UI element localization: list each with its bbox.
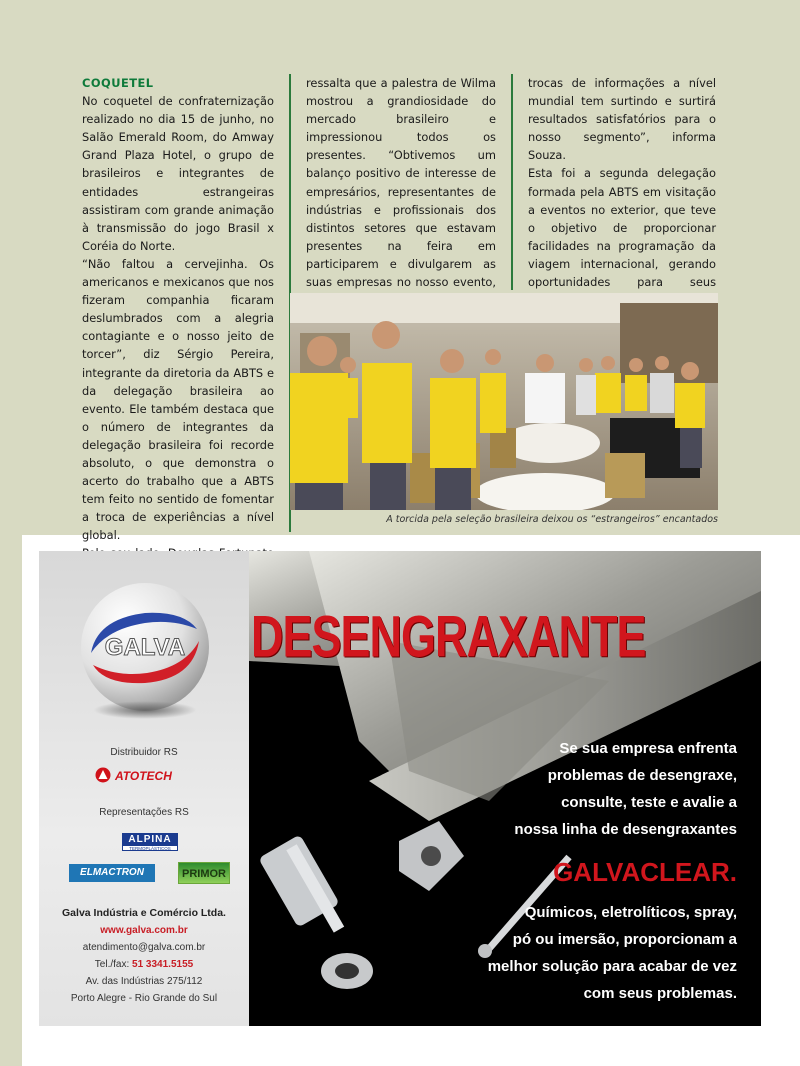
article-column-1 xyxy=(82,74,274,617)
company-phone xyxy=(39,959,249,970)
distributor-label: Distribuidor RS xyxy=(110,747,178,758)
logo-shadow xyxy=(93,701,197,719)
atotech-brand: ATOTECH xyxy=(115,769,172,783)
advertisement xyxy=(39,551,761,1026)
galva-logo-icon xyxy=(77,579,213,715)
ad-benefit-line: pó ou imersão, proporcionam a xyxy=(512,931,737,948)
ad-pitch-line: problemas de desengraxe, xyxy=(547,767,737,784)
event-photo xyxy=(290,293,718,510)
ad-pitch-line: consulte, teste e avalie a xyxy=(561,794,737,811)
paragraph-text: Esta foi a segunda delegação formada pela ABTS em visitação a eventos no exterior, que teve o objetivo de proporcionar facilidades na programação da viagem internacional, gerando oportunidades para seus xyxy=(528,166,716,290)
ad-headline: DESENGRAXANTE xyxy=(251,603,646,670)
galva-logo xyxy=(77,579,213,715)
alpina-subtitle: TERMOPLÁSTICOS xyxy=(129,846,171,851)
event-photo-illustration xyxy=(290,293,718,510)
ad-benefit-line: Químicos, eletrolíticos, spray, xyxy=(524,904,737,921)
elmactron-logo: ELMACTRON xyxy=(69,864,155,882)
ad-benefits xyxy=(488,899,737,1007)
alpina-logo xyxy=(122,833,178,851)
ad-benefit-line: com seus problemas. xyxy=(583,985,737,1002)
primor-logo: PRIMOR xyxy=(178,862,230,884)
company-website[interactable]: www.galva.com.br xyxy=(100,925,188,936)
logo-wordmark: GALVA xyxy=(104,634,186,661)
ad-pitch xyxy=(514,735,737,843)
paragraph: ressalta que a palestra de Wilma mostrou a grandiosidade do mercado brasileiro e impressionou todos os presentes. “Obtivemos um balanço positivo de interesse de empresários, representantes de indústrias e profissionais dos distintos setores que estavam presentes na feira em participarem e divulgarem as suas empresas no nosso evento, xyxy=(306,76,496,290)
address-line-1: Av. das Indústrias 275/112 xyxy=(85,976,203,987)
address-line-2: Porto Alegre - Rio Grande do Sul xyxy=(70,993,218,1004)
paragraph: “Não faltou a cervejinha. Os americanos e mexicanos que nos fizeram companhia ficaram deslumbrados com a alegria contagiante e o nosso jeito de torcer”, diz Sérgio Pereira, integrante da diretoria da ABTS e da delegação brasileira ao evento. Ele também destaca que o número de integrantes da delegação brasileira foi recorde absoluto, o que demonstra o acerto do trabalho que a ABTS tem feito no sentido de fomentar a troca de experiências a nível global. xyxy=(82,256,274,543)
atotech-logo-icon xyxy=(95,767,111,783)
phone-number: 51 3341.5155 xyxy=(132,959,194,970)
company-name: Galva Indústria e Comércio Ltda. xyxy=(62,907,226,919)
section-heading: COQUETEL xyxy=(82,76,154,90)
representations-label: Representações RS xyxy=(99,807,189,818)
page-margin-strip xyxy=(0,535,22,1066)
column-divider xyxy=(511,74,513,290)
ad-pitch-line: Se sua empresa enfrenta xyxy=(559,740,737,757)
photo-caption: A torcida pela seleção brasileira deixou os “estrangeiros” encantados xyxy=(386,514,718,525)
ad-benefit-line: melhor solução para acabar de vez xyxy=(487,958,737,975)
company-email[interactable]: atendimento@galva.com.br xyxy=(82,942,206,953)
paragraph: No coquetel de confraternização realizado no dia 15 de junho, no Salão Emerald Room, do Amway Grand Plaza Hotel, o grupo de brasileiros e integrantes de entidades estrangeiras assistiram com grande animação à transmissão do jogo Brasil x Coréia do Norte. xyxy=(82,94,274,253)
product-name: GALVACLEAR. xyxy=(553,857,737,887)
paragraph: trocas de informações a nível mundial tem surtindo e surtirá resultados satisfatórios para o nosso segmento”, informa Souza. xyxy=(528,76,716,163)
alpina-wordmark: ALPINA xyxy=(123,834,177,846)
ad-pitch-line: nossa linha de desengraxantes xyxy=(514,821,737,838)
phone-label: Tel./fax: xyxy=(94,959,130,970)
ad-sidebar xyxy=(39,551,249,1026)
